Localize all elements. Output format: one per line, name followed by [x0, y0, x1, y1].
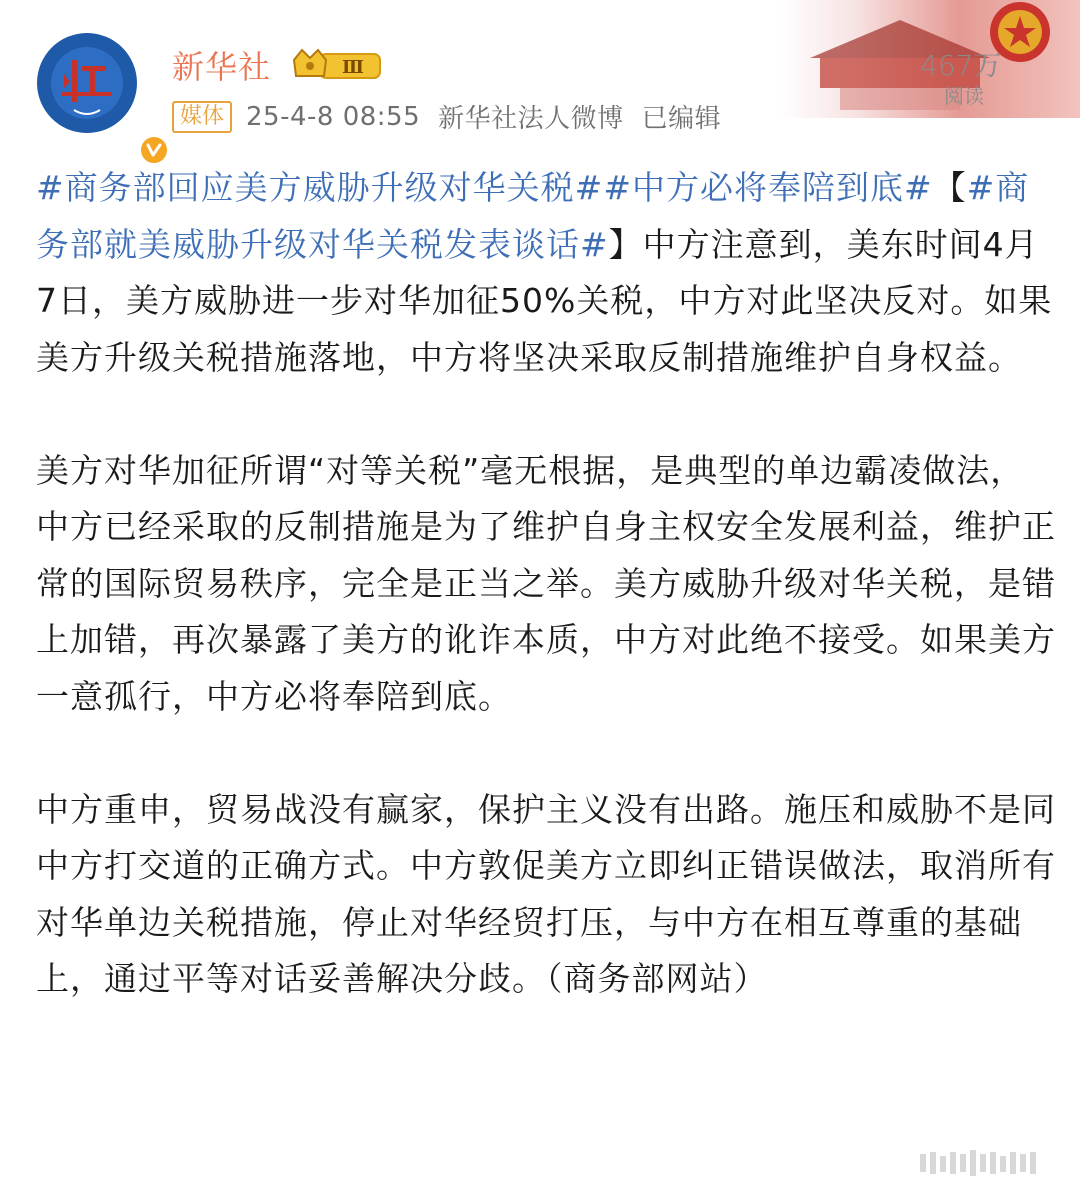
bracket-close: 】	[608, 224, 643, 264]
paragraph-1	[36, 160, 1056, 386]
xinhua-logo-icon	[34, 30, 140, 136]
post-header	[0, 0, 1080, 150]
post-source[interactable]: 新华社法人微博	[438, 104, 624, 134]
topic-link[interactable]: #商务部回应美方威胁升级对华关税#	[36, 168, 604, 207]
media-tag: 媒体	[172, 101, 232, 133]
post-date: 25-4-8 08:55	[246, 101, 421, 132]
paragraph-2: 美方对华加征所谓“对等关税”毫无根据，是典型的单边霸凌做法，中方已经采取的反制措施是为了维护自身主权安全发展利益，维护正常的国际贸易秩序，完全是正当之举。美方威胁升级对华关税，是错上加错，再次暴露了美方的讹诈本质，中方对此绝不接受。如果美方一意孤行，中方必将奉陪到底。	[36, 450, 1056, 716]
edited-label[interactable]: 已编辑	[641, 104, 722, 134]
account-name[interactable]: 新华社	[172, 48, 272, 86]
bracket-open: 【	[932, 168, 967, 207]
paragraph-3: 中方重申，贸易战没有赢家，保护主义没有出路。施压和威胁不是同中方打交道的正确方式。中方敦促美方立即纠正错误做法，取消所有对华单边关税措施，停止对华经贸打压，与中方在相互尊重的基础上，通过平等对话妥善解决分歧。（商务部网站）	[36, 789, 1056, 998]
paragraph-1-text: 中方注意到，美东时间4月7日，美方威胁进一步对华加征50%关税，中方对此坚决反对。如果美方升级关税措施落地，中方将坚决采取反制措施维护自身权益。	[36, 224, 1053, 377]
crown-vip-icon[interactable]	[290, 44, 386, 88]
post-meta	[172, 98, 721, 135]
post-body	[36, 160, 1056, 1008]
topic-link[interactable]: #中方必将奉陪到底#	[603, 168, 933, 207]
read-label: 阅读	[944, 84, 984, 108]
avatar[interactable]	[34, 30, 140, 136]
topic-link[interactable]: #商务部就美威胁升级对华关税发表谈话#	[36, 168, 1030, 264]
read-count: 467万	[920, 49, 1002, 82]
vip-level-text: Ⅲ	[342, 57, 364, 78]
weibo-watermark	[920, 1148, 1050, 1182]
